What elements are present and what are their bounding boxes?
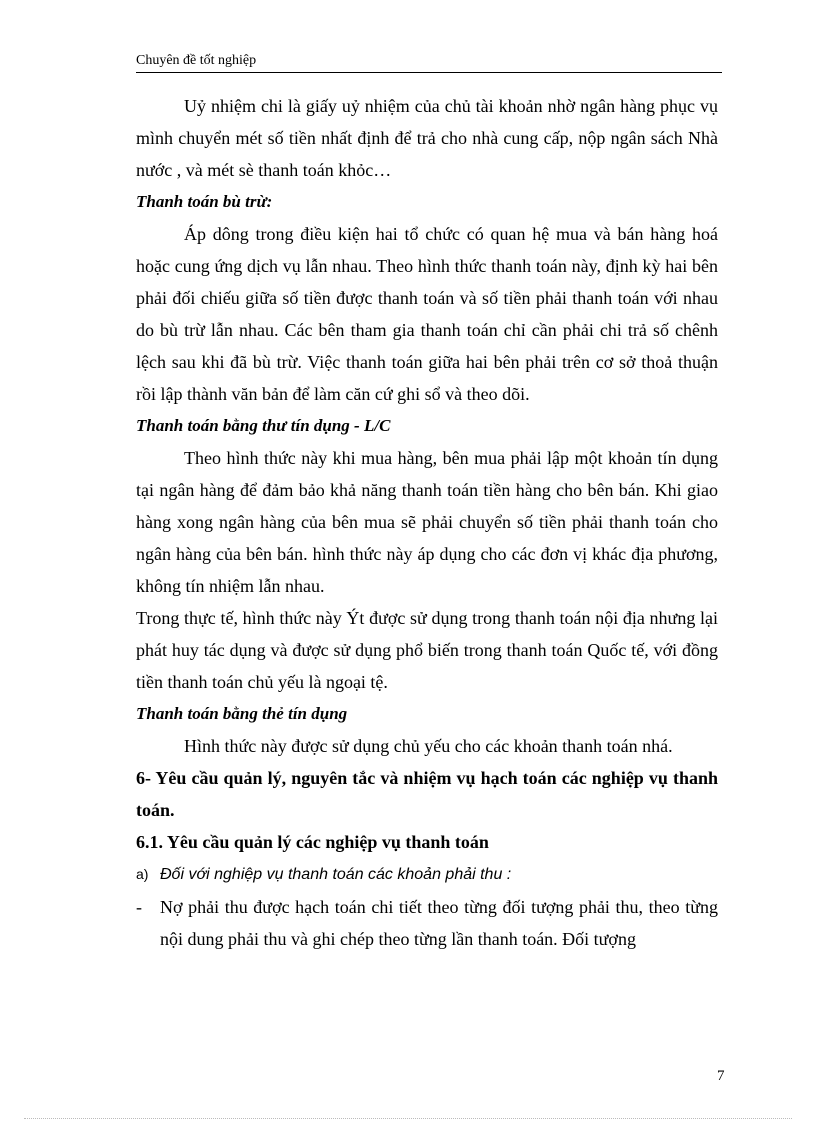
paragraph-the-tin-dung: Hình thức này được sử dụng chủ yếu cho các khoản thanh toán nhá. bbox=[184, 736, 673, 756]
page-bottom-border bbox=[24, 1118, 792, 1119]
bullet-item bbox=[136, 891, 718, 955]
heading-the-tin-dung: Thanh toán bằng thẻ tín dụng bbox=[136, 704, 348, 723]
heading-thanh-toan-bu-tru: Thanh toán bù trừ: bbox=[136, 192, 273, 211]
subheading-a bbox=[136, 858, 718, 891]
heading-thu-tin-dung: Thanh toán bằng thư tín dụng - L/C bbox=[136, 416, 391, 435]
paragraph-uy-nhiem-chi: Uỷ nhiệm chi là giấy uỷ nhiệm của chủ tài khoản nhờ ngân hàng phục vụ mình chuyển mét số tiền nhất định để trả cho nhà cung cấp, nộp ngân sách Nhà nước , và mét sè thanh toán khỏc… bbox=[136, 96, 718, 180]
paragraph-thu-tin-dung: Theo hình thức này khi mua hàng, bên mua phải lập một khoản tín dụng tại ngân hàng để đảm bảo khả năng thanh toán tiền hàng cho bên bán. Khi giao hàng xong ngân hàng của bên mua sẽ phải chuyển số tiền phải thanh toán cho ngân hàng của bên bán. hình thức này áp dụng cho các đơn vị khác địa phương, không tín nhiệm lẫn nhau. bbox=[136, 448, 718, 596]
running-header: Chuyên đề tốt nghiệp bbox=[136, 53, 257, 68]
bullet-dash: - bbox=[136, 897, 142, 917]
section-heading-6-1: 6.1. Yêu cầu quản lý các nghiệp vụ thanh toán bbox=[136, 832, 489, 852]
header-rule bbox=[136, 72, 722, 73]
paragraph-bu-tru: Áp dông trong điều kiện hai tổ chức có quan hệ mua và bán hàng hoá hoặc cung ứng dịch vụ lẫn nhau. Theo hình thức thanh toán này, định kỳ hai bên phải đối chiếu giữa số tiền được thanh toán và số tiền phải thanh toán với nhau do bù trừ lẫn nhau. Các bên tham gia thanh toán chỉ cần phải chi trả số chênh lệch sau khi đã bù trừ. Việc thanh toán giữa hai bên phải trên cơ sở thoả thuận rồi lập thành văn bản để làm căn cứ ghi sổ và theo dõi. bbox=[136, 224, 718, 404]
bullet-text: Nợ phải thu được hạch toán chi tiết theo từng đối tượng phải thu, theo từng nội dung phải thu và ghi chép theo từng lần thanh toán. Đối tượng bbox=[160, 897, 718, 949]
section-heading-6: 6- Yêu cầu quản lý, nguyên tắc và nhiệm vụ hạch toán các nghiệp vụ thanh toán. bbox=[136, 768, 718, 820]
document-body bbox=[136, 90, 718, 955]
subheading-text: Đối với nghiệp vụ thanh toán các khoản phải thu : bbox=[160, 866, 512, 883]
paragraph-thuc-te: Trong thực tế, hình thức này Ýt được sử dụng trong thanh toán nội địa nhưng lại phát huy tác dụng và được sử dụng phổ biến trong thanh toán Quốc tế, với đồng tiền thanh toán chủ yếu là ngoại tệ. bbox=[136, 608, 718, 692]
page-number: 7 bbox=[717, 1068, 725, 1084]
sub-marker: a) bbox=[136, 866, 149, 882]
